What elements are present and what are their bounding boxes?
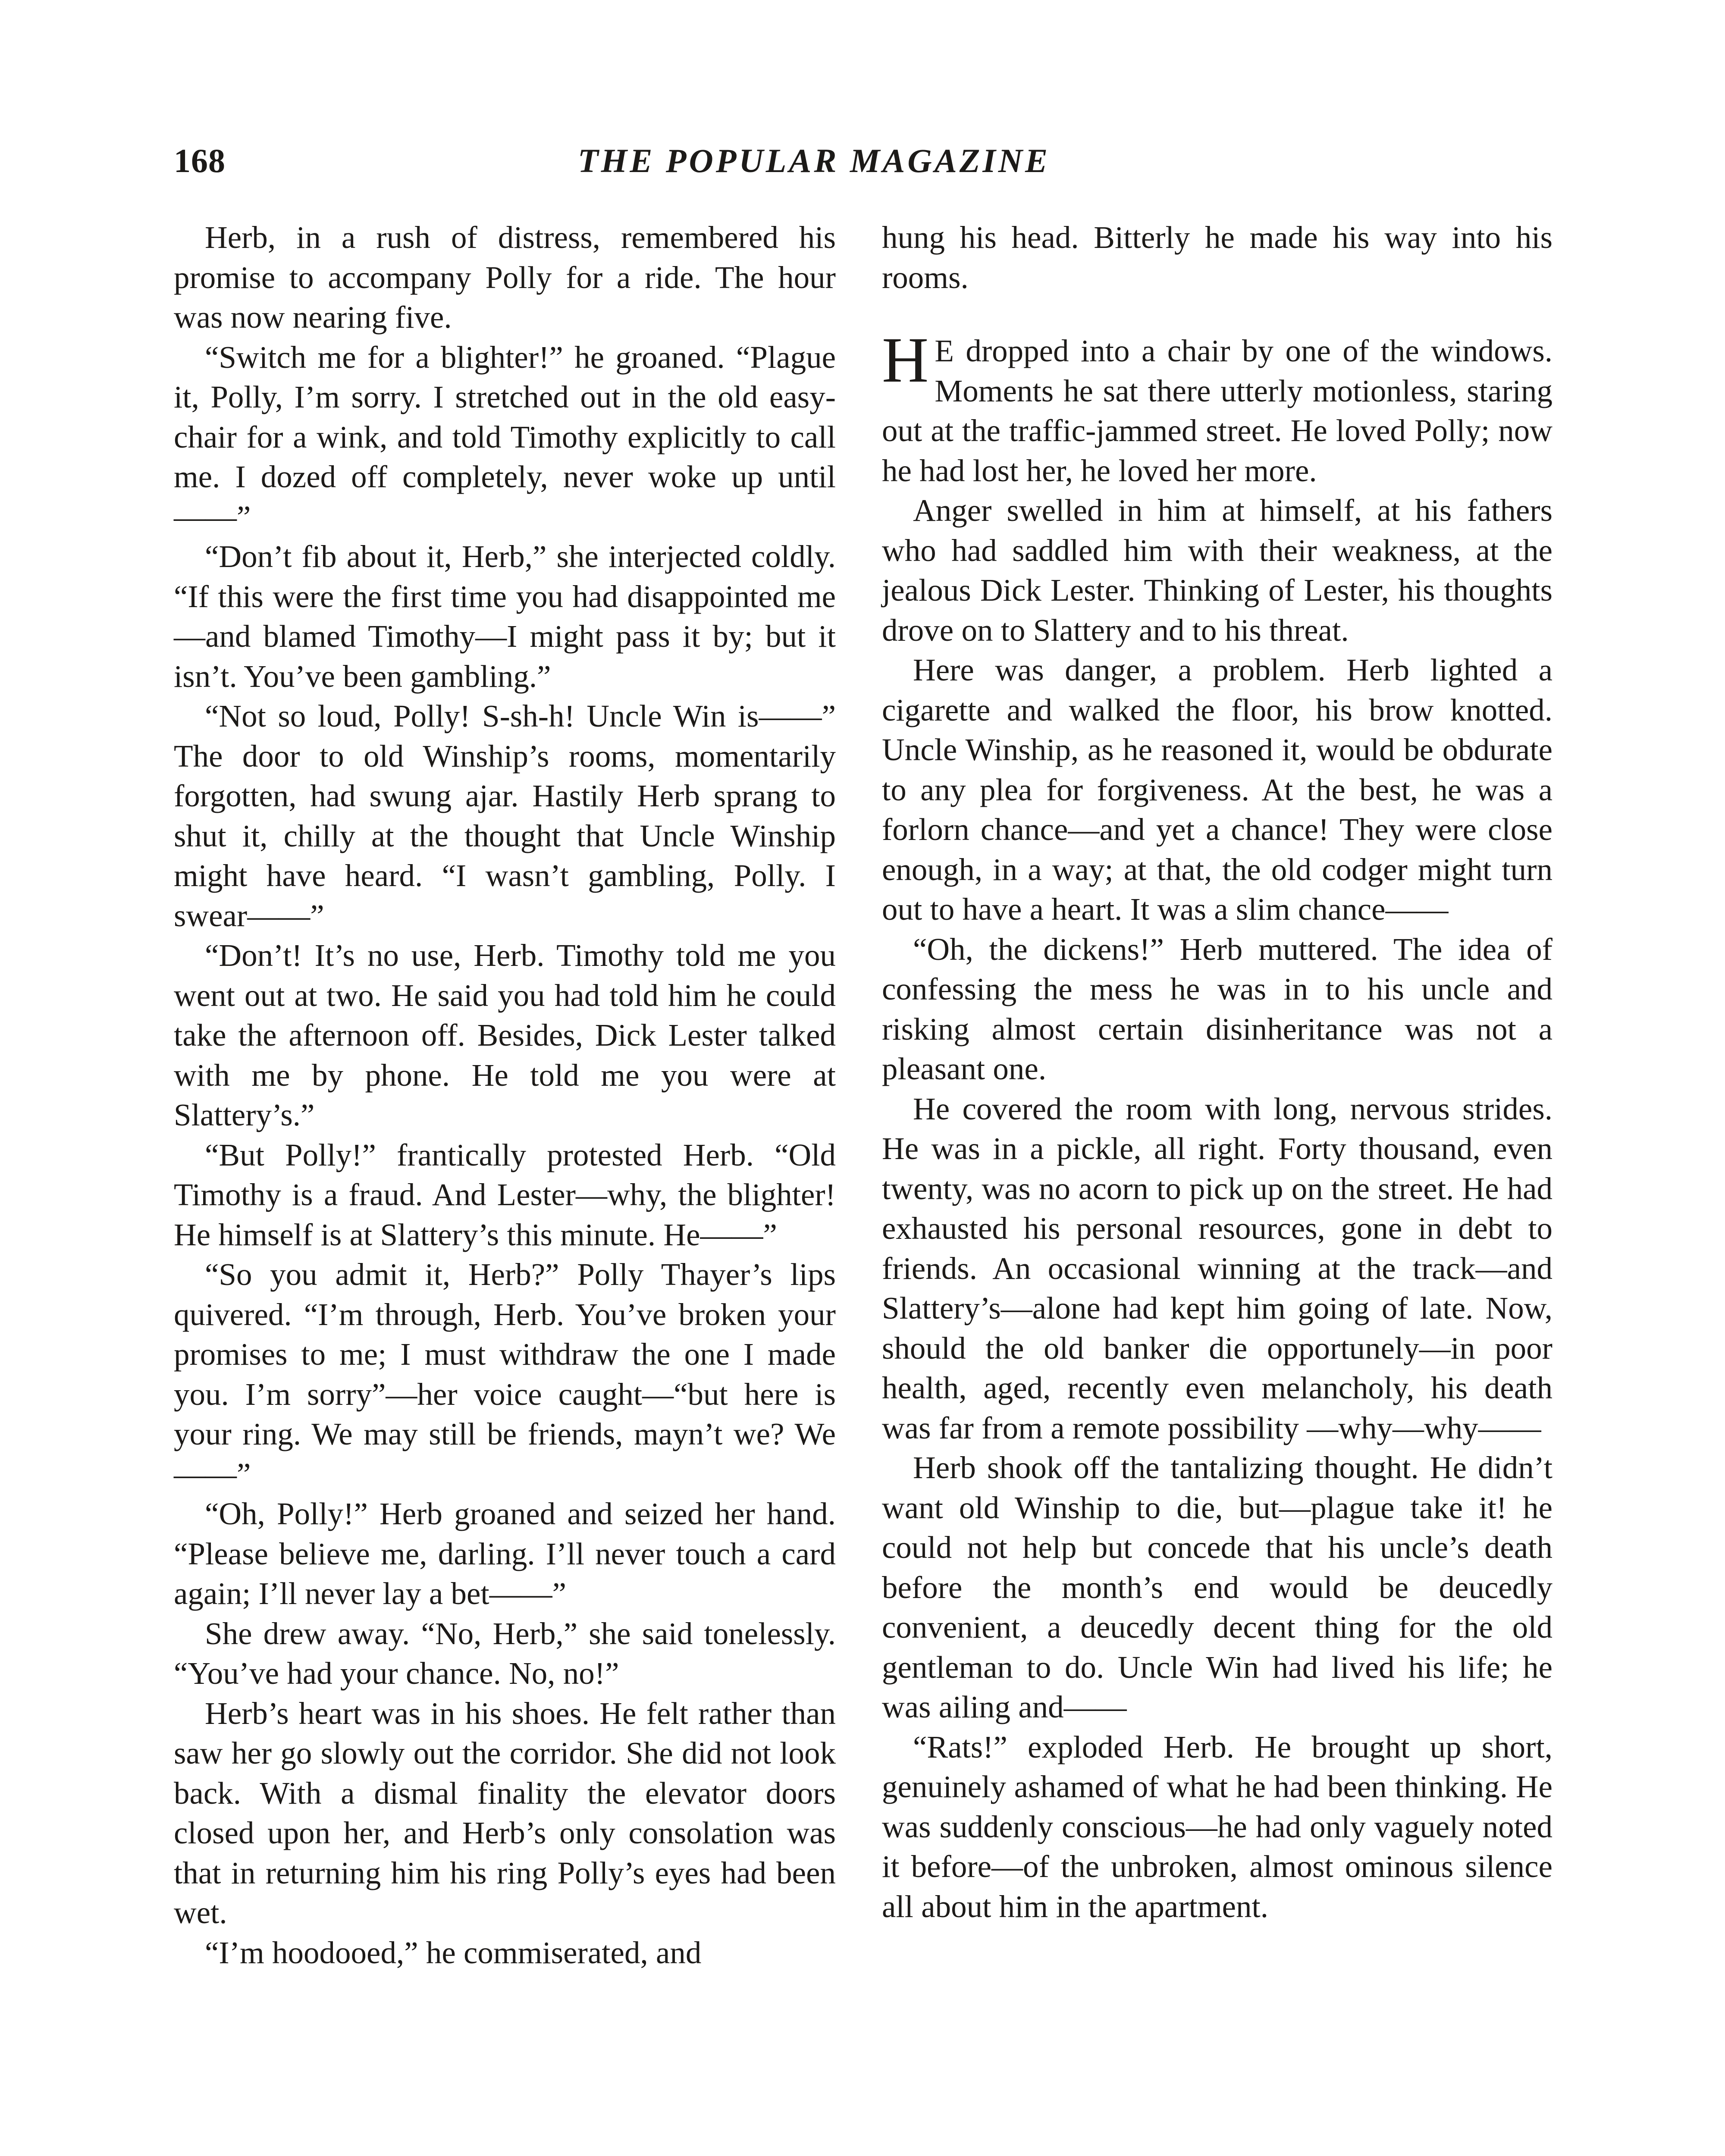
paragraph: Herb, in a rush of distress, remembered his promise to accompany Polly for a ride. The hour was now nearing five. (174, 220, 836, 335)
running-head-title: THE POPULAR MAGAZINE (578, 142, 1051, 179)
section-opening-text: E dropped into a chair by one of the windows. Moments he sat there utterly motionless, staring out at the traffic-jammed street. He loved Polly; now he had lost her, he loved her more. (882, 333, 1552, 488)
section-break-paragraph (882, 324, 1552, 491)
paragraph: “I’m hoodooed,” he commiserated, and (205, 1935, 702, 1970)
right-column (882, 218, 1552, 1927)
paragraph: “So you admit it, Herb?” Polly Thayer’s lips quivered. “I’m through, Herb. You’ve broken your promises to me; I must withdraw the one I made you. I’m sorry”—her voice caught—“but here is your ring. We may still be friends, mayn’t we? We——” (174, 1257, 836, 1492)
paragraph: Herb shook off the tantalizing thought. He didn’t want old Winship to die, but—plague take it! he could not help but concede that his uncle’s death before the month’s end would be deucedly convenient, a deucedly decent thing for the old gentleman to do. Uncle Win had lived his life; he was ailing and—— (882, 1450, 1552, 1724)
paragraph: “Oh, the dickens!” Herb muttered. The idea of confessing the mess he was in to his uncle and risking almost certain disinheritance was not a pleasant one. (882, 931, 1552, 1086)
drop-cap-letter: H (882, 324, 929, 396)
paragraph: “Not so loud, Polly! S-sh-h! Uncle Win is——” The door to old Winship’s rooms, momentarily forgotten, had swung ajar. Hastily Herb sprang to shut it, chilly at the thought that Uncle Winship might have heard. “I wasn’t gambling, Polly. I swear——” (174, 699, 836, 933)
paragraph-continuation: hung his head. Bitterly he made his way into his rooms. (882, 220, 1552, 295)
paragraph: “Rats!” exploded Herb. He brought up short, genuinely ashamed of what he had been thinking. He was suddenly conscious—he had only vaguely noted it before—of the unbroken, almost ominous silence all about him in the apartment. (882, 1729, 1552, 1924)
paragraph: “Switch me for a blighter!” he groaned. “Plague it, Polly, I’m sorry. I stretched out in the old easy-chair for a wink, and told Timothy explicitly to call me. I dozed off completely, never woke up until——” (174, 339, 836, 534)
paragraph: “Don’t fib about it, Herb,” she interjected coldly. “If this were the first time you had disappointed me—and blamed Timothy—I might pass it by; but it isn’t. You’ve been gambling.” (174, 539, 836, 694)
paragraph: Here was danger, a problem. Herb lighted a cigarette and walked the floor, his brow knotted. Uncle Winship, as he reasoned it, would be obdurate to any plea for forgiveness. At the best, he was a forlorn chance—and yet a chance! They were close enough, in a way; at that, the old codger might turn out to have a heart. It was a slim chance—— (882, 652, 1552, 927)
paragraph: “But Polly!” frantically protested Herb. “Old Timothy is a fraud. And Lester—why, the blighter! He himself is at Slattery’s this minute. He——” (174, 1137, 836, 1252)
paragraph: Anger swelled in him at himself, at his fathers who had saddled him with their weakness, at the jealous Dick Lester. Thinking of Lester, his thoughts drove on to Slattery and to his threat. (882, 493, 1552, 648)
page-number: 168 (174, 142, 226, 179)
paragraph: “Oh, Polly!” Herb groaned and seized her hand. “Please believe me, darling. I’ll never touch a card again; I’ll never lay a bet——” (174, 1496, 836, 1611)
paragraph: He covered the room with long, nervous strides. He was in a pickle, all right. Forty thousand, even twenty, was no acorn to pick up on the street. He had exhausted his personal resources, gone in debt to friends. An occasional winning at the track—and Slattery’s—alone had kept him going of late. Now, should the old banker die opportunely—in poor health, aged, recently even melancholy, his death was far from a remote possibility —why—why—— (882, 1091, 1552, 1445)
paragraph: Herb’s heart was in his shoes. He felt rather than saw her go slowly out the corridor. She did not look back. With a dismal finality the elevator doors closed upon her, and Herb’s only consolation was that in returning him his ring Polly’s eyes had been wet. (174, 1695, 836, 1930)
paragraph: “Don’t! It’s no use, Herb. Timothy told me you went out at two. He said you had told him he could take the afternoon off. Besides, Dick Lester talked with me by phone. He told me you were at Slattery’s.” (174, 938, 836, 1132)
left-column (174, 218, 836, 1973)
paragraph: She drew away. “No, Herb,” she said tonelessly. “You’ve had your chance. No, no!” (174, 1616, 836, 1691)
